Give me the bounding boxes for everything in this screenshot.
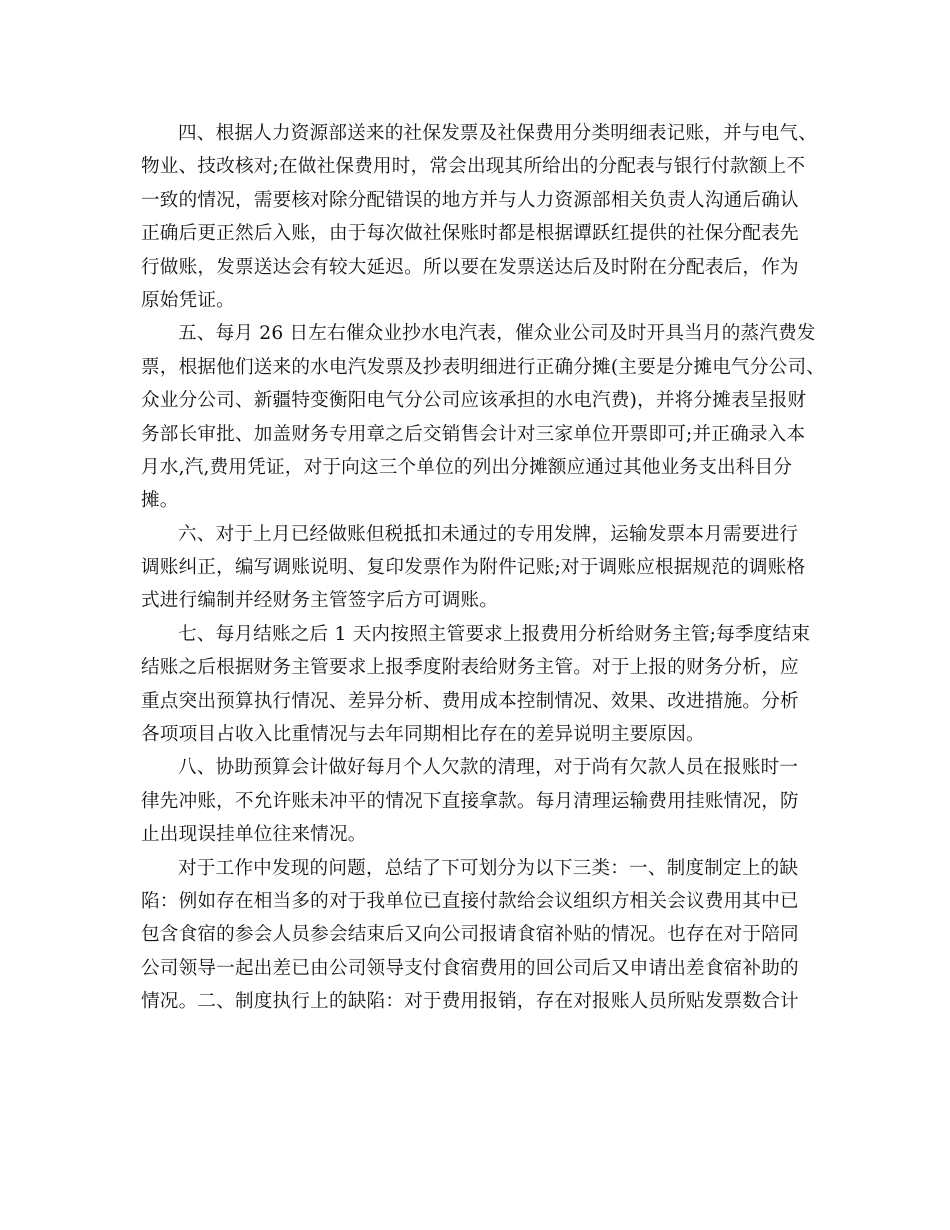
text-line: 包含食宿的参会人员参会结束后又向公司报请食宿补贴的情况。也存在对于陪同 <box>141 924 799 946</box>
text-line: 月水,汽,费用凭证，对于向这三个单位的列出分摊额应通过其他业务支出科目分 <box>141 456 793 478</box>
text-line: 行做账，发票送达会有较大延迟。所以要在发票送达后及时附在分配表后，作为 <box>141 256 799 278</box>
text-line: 六、对于上月已经做账但税抵扣未通过的专用发牌，运输发票本月需要进行 <box>178 523 799 545</box>
text-line: 陷：例如存在相当多的对于我单位已直接付款给会议组织方相关会议费用其中已 <box>141 890 799 912</box>
text-line: 律先冲账，不允许账未冲平的情况下直接拿款。每月清理运输费用挂账情况，防 <box>141 790 799 812</box>
text-line: 式进行编制并经财务主管签字后方可调账。 <box>141 590 499 612</box>
text-line: 正确后更正然后入账，由于每次做社保账时都是根据谭跃红提供的社保分配表先 <box>141 223 799 245</box>
text-line: 原始凭证。 <box>141 289 235 311</box>
text-line: 务部长审批、加盖财务专用章之后交销售会计对三家单位开票即可;并正确录入本 <box>141 423 806 445</box>
text-line: 调账纠正，编写调账说明、复印发票作为附件记账;对于调账应根据规范的调账格 <box>141 557 806 579</box>
text-line: 结账之后根据财务主管要求上报季度附表给财务主管。对于上报的财务分析，应 <box>141 657 799 679</box>
text-line: 四、根据人力资源部送来的社保发票及社保费用分类明细表记账，并与电气、 <box>178 123 817 144</box>
text-line: 票，根据他们送来的水电汽发票及抄表明细进行正确分摊(主要是分摊电气分公司、 <box>141 356 826 378</box>
text-line: 重点突出预算执行情况、差异分析、费用成本控制情况、效果、改进措施。分析 <box>141 690 799 712</box>
document-body <box>141 117 826 1019</box>
text-line: 五、每月 26 日左右催众业抄水电汽表，催众业公司及时开具当月的蒸汽费发 <box>178 323 816 345</box>
text-line: 一致的情况，需要核对除分配错误的地方并与人力资源部相关负责人沟通后确认 <box>141 189 799 211</box>
text-line: 对于工作中发现的问题，总结了下可划分为以下三类：一、制度制定上的缺 <box>178 857 799 879</box>
text-line: 摊。 <box>141 490 179 512</box>
text-line: 各项项目占收入比重情况与去年同期相比存在的差异说明主要原因。 <box>141 724 705 746</box>
text-line: 公司领导一起出差已由公司领导支付食宿费用的回公司后又申请出差食宿补助的 <box>141 957 799 979</box>
text-line: 众业分公司、新疆特变衡阳电气分公司应该承担的水电汽费)，并将分摊表呈报财 <box>141 390 807 412</box>
text-line: 七、每月结账之后 1 天内按照主管要求上报费用分析给财务主管;每季度结束 <box>178 623 811 645</box>
text-line: 八、协助预算会计做好每月个人欠款的清理，对于尚有欠款人员在报账时一 <box>178 757 799 779</box>
text-line: 情况。二、制度执行上的缺陷：对于费用报销，存在对报账人员所贴发票数合计 <box>141 991 799 1013</box>
text-line: 止出现误挂单位往来情况。 <box>141 824 367 846</box>
text-line: 物业、技改核对;在做社保费用时，常会出现其所给出的分配表与银行付款额上不 <box>141 156 806 178</box>
